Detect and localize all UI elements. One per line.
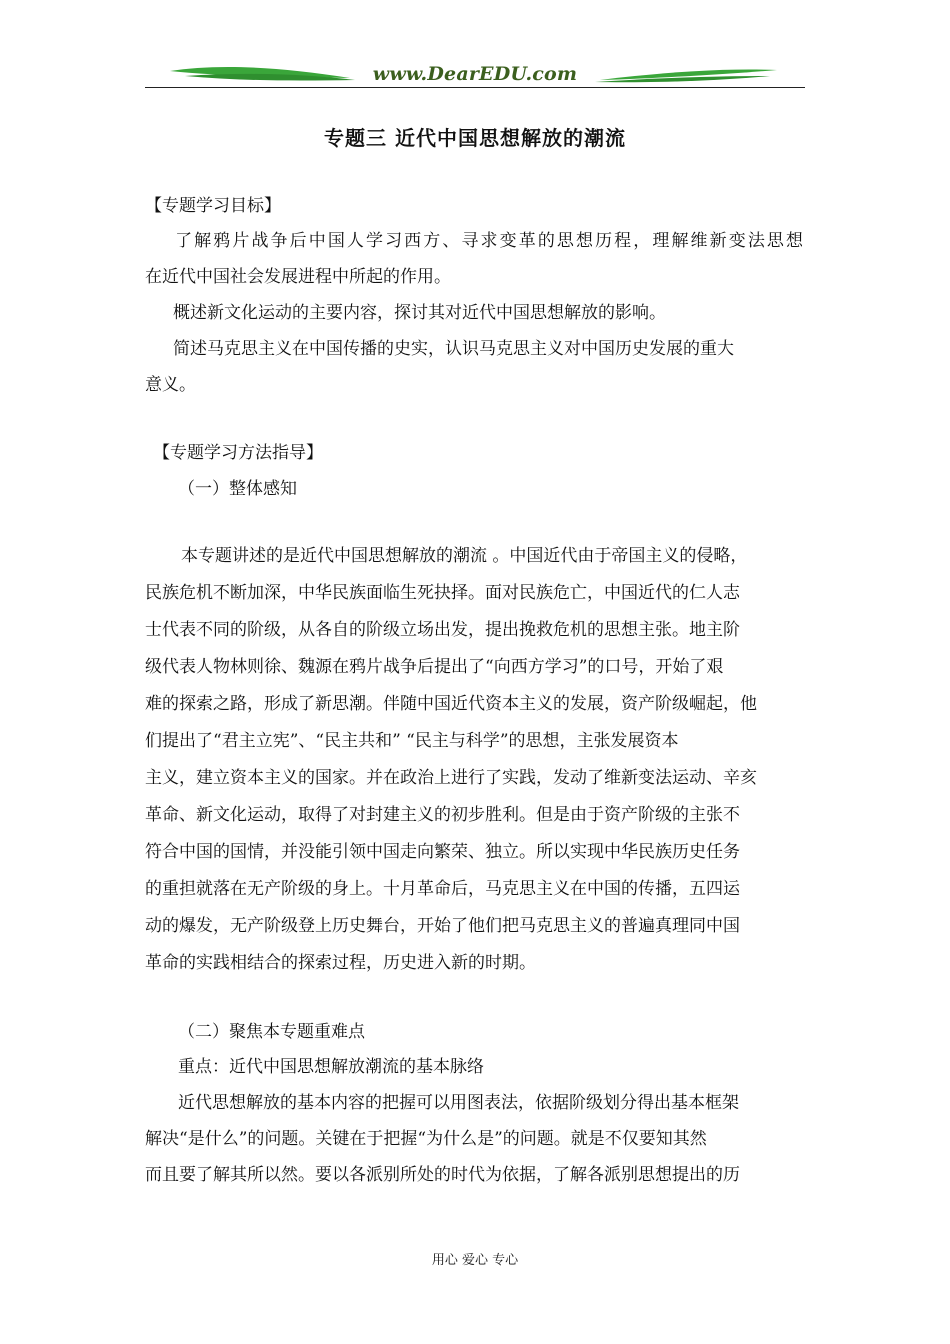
header-rule (145, 87, 805, 88)
subheading-overview: （一）整体感知 (178, 479, 297, 499)
paragraph-line: 革命的实践相结合的探索过程，历史进入新的时期。 (145, 953, 536, 973)
paragraph-line: 革命、新文化运动，取得了对封建主义的初步胜利。但是由于资产阶级的主张不 (145, 805, 740, 825)
goal-3-line-1: 简述马克思主义在中国传播的史实，认识马克思主义对中国历史发展的重大 (173, 339, 734, 359)
goal-1-line-2: 在近代中国社会发展进程中所起的作用。 (145, 267, 451, 287)
section-heading-method: 【专题学习方法指导】 (153, 443, 323, 463)
goal-2: 概述新文化运动的主要内容，探讨其对近代中国思想解放的影响。 (173, 303, 666, 323)
paragraph-line: 近代思想解放的基本内容的把握可以用图表法，依据阶级划分得出基本框架 (178, 1093, 739, 1113)
site-url: www.DearEDU.com (372, 63, 578, 85)
page-footer: 用心 爱心 专心 (431, 1253, 519, 1268)
paragraph-line: 们提出了“君主立宪”、“民主共和” “民主与科学”的思想，主张发展资本 (145, 731, 679, 751)
paragraph-line: 士代表不同的阶级，从各自的阶级立场出发，提出挽救危机的思想主张。地主阶 (145, 620, 740, 640)
paragraph-line: 的重担就落在无产阶级的身上。十月革命后，马克思主义在中国的传播，五四运 (145, 879, 740, 899)
paragraph-line: 民族危机不断加深，中华民族面临生死抉择。面对民族危亡，中国近代的仁人志 (145, 583, 740, 603)
goal-1-line-1: 了解鸦片战争后中国人学习西方、寻求变革的思想历程，理解维新变法思想 (173, 231, 803, 251)
section-heading-goals: 【专题学习目标】 (145, 196, 281, 216)
paragraph-line: 级代表人物林则徐、魏源在鸦片战争后提出了“向西方学习”的口号，开始了艰 (145, 657, 724, 677)
paragraph-line: 解决“是什么”的问题。关键在于把握“为什么是”的问题。就是不仅要知其然 (145, 1129, 707, 1149)
paragraph-line: 本专题讲述的是近代中国思想解放的潮流 。中国近代由于帝国主义的侵略， (181, 546, 748, 566)
paragraph-line: 符合中国的国情，并没能引领中国走向繁荣、独立。所以实现中华民族历史任务 (145, 842, 740, 862)
header-banner (145, 62, 805, 90)
paragraph-line: 难的探索之路，形成了新思潮。伴随中国近代资本主义的发展，资产阶级崛起，他 (145, 694, 757, 714)
paragraph-line: 主义，建立资本主义的国家。并在政治上进行了实践，发动了维新变法运动、辛亥 (145, 768, 757, 788)
paragraph-line: 而且要了解其所以然。要以各派别所处的时代为依据，了解各派别思想提出的历 (145, 1165, 740, 1185)
goal-3-line-2: 意义。 (145, 375, 196, 395)
document-title: 专题三 近代中国思想解放的潮流 (324, 126, 626, 150)
paragraph-line: 动的爆发，无产阶级登上历史舞台，开始了他们把马克思主义的普遍真理同中国 (145, 916, 740, 936)
subheading-focus: （二）聚焦本专题重难点 (178, 1022, 365, 1042)
key-point: 重点：近代中国思想解放潮流的基本脉络 (178, 1057, 484, 1077)
